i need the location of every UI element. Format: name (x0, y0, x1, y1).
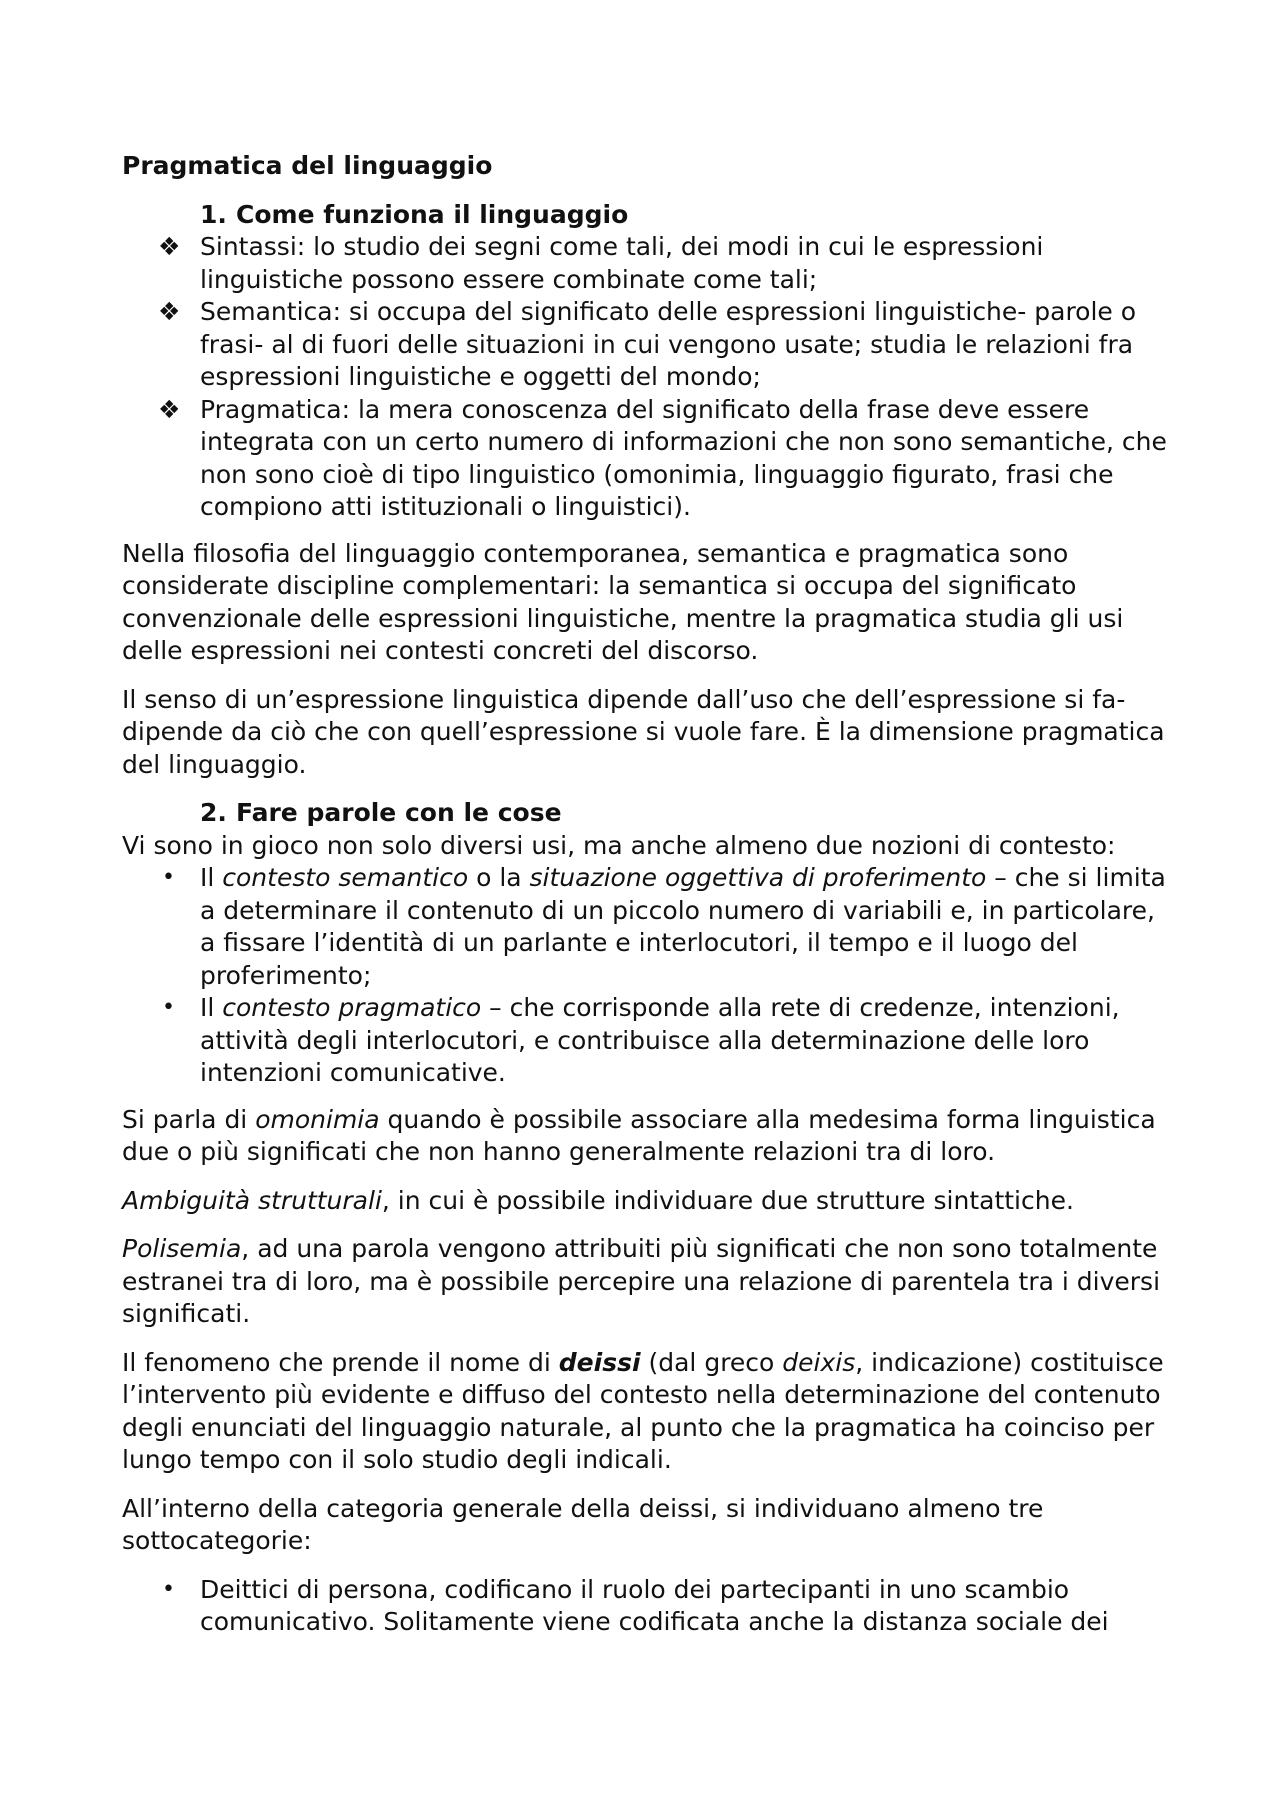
text-run: Il (200, 993, 223, 1022)
text-run: Il (200, 863, 223, 892)
list-item-text: Sintassi: lo studio dei segni come tali, dei modi in cui le espressioni linguistiche possono essere combinate come tali; (200, 232, 1044, 294)
italic-term: omonimia (255, 1104, 380, 1134)
italic-term: contesto pragmatico (222, 993, 482, 1022)
paragraph (122, 1185, 1170, 1218)
text-run: , ad una parola vengono attribuiti più significati che non sono totalmente estranei tra di loro, ma è possibile percepire una relazione di parentela tra i diversi significati. (122, 1234, 1161, 1328)
paragraph: Vi sono in gioco non solo diversi usi, ma anche almeno due nozioni di contesto: (122, 830, 1116, 860)
section-heading-text: Come funziona il linguaggio (236, 199, 629, 229)
text-run: Si parla di (122, 1104, 256, 1134)
text-run: – che si limita a determinare il contenuto di un piccolo numero di variabili e, in particolare, a fissare l’identità di un parlante e interlocutori, il tempo e il luogo del proferimento; (200, 863, 1166, 990)
paragraph (122, 1233, 1170, 1331)
italic-term: contesto semantico (222, 863, 469, 892)
text-run: , indicazione) costituisce l’intervento più evidente e diffuso del contesto nella determinazione del contenuto degli enunciati del linguaggio naturale, al punto che la pragmatica ha coinciso per lungo tempo con il solo studio degli indicali. (122, 1347, 1164, 1474)
list-item (122, 231, 1170, 296)
section-number: 1. (200, 199, 227, 229)
paragraph: All’interno della categoria generale della deissi, si individuano almeno tre sottocategorie: (122, 1493, 1044, 1555)
bullet-icon: • (162, 995, 175, 1020)
paragraph (122, 1347, 1170, 1477)
text-run: , in cui è possibile individuare due strutture sintattiche. (381, 1185, 1074, 1215)
list-item (122, 1574, 1170, 1639)
paragraph: Nella filosofia del linguaggio contemporanea, semantica e pragmatica sono considerate discipline complementari: la semantica si occupa del significato convenzionale delle espressioni linguistiche, mentre la pragmatica studia gli usi delle espressioni nei contesti concreti del discorso. (122, 538, 1124, 665)
bullet-icon: • (162, 1576, 175, 1602)
section-heading-text: Fare parole con le cose (236, 798, 562, 827)
list-item-text (200, 862, 1170, 992)
section-heading-2 (122, 797, 1170, 830)
list-item (122, 862, 1170, 992)
italic-term: Ambiguità strutturali (122, 1185, 382, 1215)
diamond-bullet-icon: ❖ (158, 394, 181, 424)
list-item (122, 296, 1170, 394)
context-list (122, 862, 1170, 1090)
list-item-text: Pragmatica: la mera conoscenza del significato della frase deve essere integrata con un certo numero di informazioni che non sono semantiche, che non sono cioè di tipo linguistico (omonimia, linguaggio figurato, frasi che compiono atti istituzionali o linguistici). (200, 394, 1167, 521)
list-item-text: Deittici di persona, codificano il ruolo dei partecipanti in uno scambio comunicativo. Solitamente viene codificata anche la distanza sociale dei (200, 1574, 1109, 1636)
text-run: (dal greco (640, 1347, 783, 1377)
text-run: o la (468, 863, 530, 892)
list-item-text: Semantica: si occupa del significato delle espressioni linguistiche- parole o frasi- al di fuori delle situazioni in cui vengono usate; studia le relazioni fra espressioni linguistiche e oggetti del mondo; (200, 297, 1137, 391)
list-item (122, 394, 1170, 524)
diamond-bullet-icon: ❖ (158, 232, 181, 261)
section-number: 2. (200, 798, 227, 827)
paragraph: Il senso di un’espressione linguistica dipende dall’uso che dell’espressione si fa-dipende da ciò che con quell’espressione si vuole fare. È la dimensione pragmatica del linguaggio. (122, 684, 1165, 779)
list-item (122, 992, 1170, 1090)
document-title: Pragmatica del linguaggio (122, 151, 493, 180)
deixis-list (122, 1574, 1170, 1639)
text-run: – che corrisponde alla rete di credenze, intenzioni, attività degli interlocutori, e contribuisce alla determinazione delle loro intenzioni comunicative. (200, 993, 1120, 1087)
list-item-text (200, 992, 1170, 1090)
italic-term: situazione oggettiva di proferimento (529, 863, 987, 892)
italic-term: deixis (782, 1347, 856, 1377)
paragraph (122, 1104, 1170, 1169)
text-run: Il fenomeno che prende il nome di (122, 1347, 559, 1377)
definitions-list (122, 231, 1170, 524)
section-heading-1 (122, 199, 1170, 232)
bullet-icon: • (162, 865, 175, 890)
bold-italic-term: deissi (558, 1347, 641, 1377)
italic-term: Polisemia (122, 1234, 242, 1263)
diamond-bullet-icon: ❖ (158, 297, 181, 326)
text-run: quando è possibile associare alla medesima forma linguistica due o più significati che non hanno generalmente relazioni tra di loro. (122, 1104, 1156, 1166)
